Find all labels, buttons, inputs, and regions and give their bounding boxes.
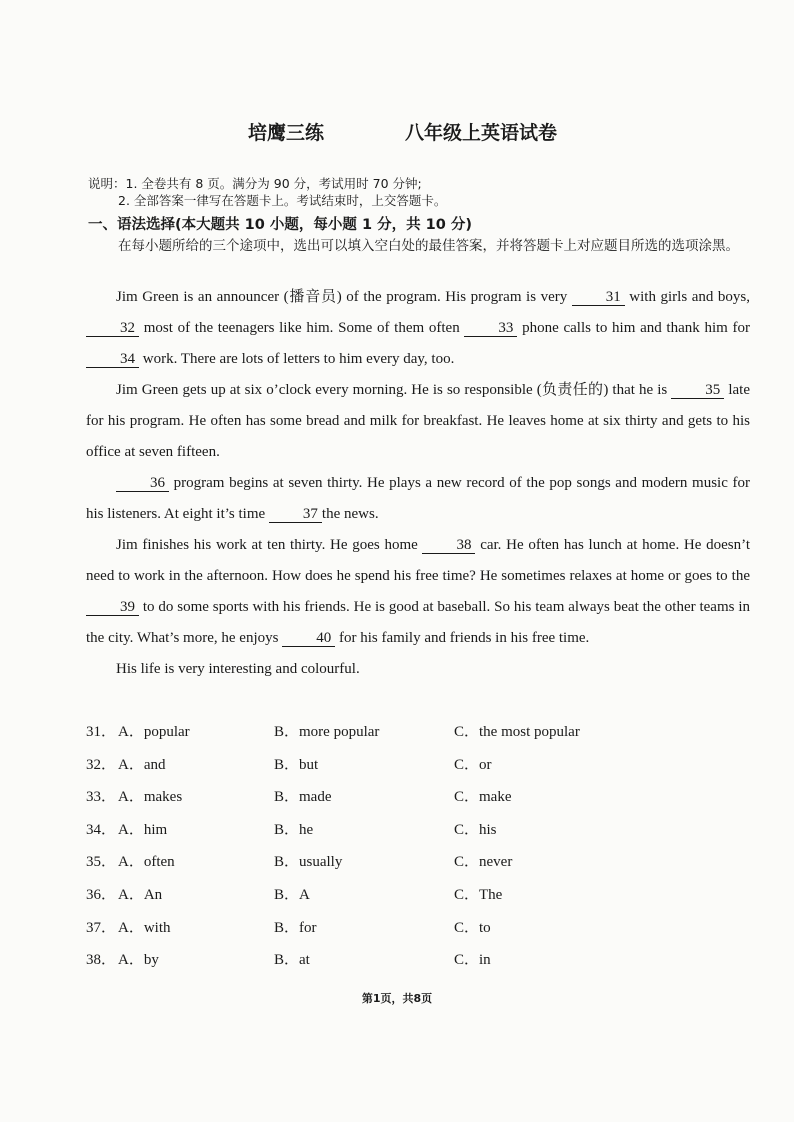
text-run: work. There are lots of letters to him every day, too.	[139, 351, 455, 367]
question-number: 31．	[86, 724, 117, 740]
question-row	[86, 814, 750, 847]
school-name: 培鹰三练	[248, 122, 325, 144]
question-number: 34．	[86, 821, 117, 838]
paragraph-5: His life is very interesting and colourful.	[116, 661, 360, 677]
blank-36: 36	[116, 475, 169, 492]
option-c: C．The	[454, 886, 503, 903]
paragraph-3	[86, 468, 750, 530]
question-row	[86, 944, 750, 977]
option-c: C．or	[454, 756, 492, 773]
text-run: for his family and friends in his free time.	[335, 630, 590, 646]
text-run: Jim Green gets up at six o’clock every morning. He is so responsible (负责任的) that he is	[116, 382, 672, 398]
paragraph-4	[86, 530, 750, 654]
question-row	[86, 912, 750, 945]
option-a: A．with	[118, 919, 171, 936]
question-number: 36．	[86, 886, 117, 903]
question-number: 32．	[86, 756, 117, 773]
question-row	[86, 716, 750, 749]
text-run: late for his program. He often has some bread and milk for breakfast. He leaves home at six thirty and gets to his office at seven fifteen.	[86, 382, 750, 460]
question-row	[86, 781, 750, 814]
text-run: phone calls to him and thank him for	[517, 320, 750, 336]
option-b: B．but	[274, 756, 319, 773]
blank-33: 33	[464, 320, 517, 337]
text-run: with girls and boys,	[624, 289, 750, 305]
option-c: C．never	[454, 854, 513, 871]
note-line-2: 2. 全部答案一律写在答题卡上。考试结束时，上交答题卡。	[118, 193, 447, 208]
blank-38: 38	[422, 537, 475, 554]
blank-31: 31	[572, 289, 625, 306]
option-a: A．by	[118, 952, 159, 969]
question-number: 38．	[86, 952, 117, 969]
option-c: C．make	[454, 789, 512, 806]
question-row	[86, 749, 750, 782]
option-b: B．made	[274, 789, 332, 806]
blank-39: 39	[86, 599, 139, 616]
option-b: B．more popular	[274, 724, 380, 740]
blank-32: 32	[86, 320, 139, 337]
option-b: B．at	[274, 952, 310, 969]
option-a: A．popular	[118, 724, 190, 740]
section-instruction: 在每小题所给的三个途项中，选出可以填入空白处的最佳答案，并将答题卡上对应题目所选的选项涂黑。	[118, 238, 739, 254]
text-run: most of the teenagers like him. Some of them often	[139, 320, 465, 336]
question-row	[86, 846, 750, 879]
blank-37: 37	[269, 506, 322, 523]
text-run: car. He often has lunch at home. He doesn’t need to work in the afternoon. How does he spend his free time? He sometimes relaxes at home or goes to the	[86, 537, 750, 584]
note-line-1: 说明：1. 全卷共有 8 页。满分为 90 分，考试用时 70 分钟;	[88, 176, 422, 191]
option-c: C．his	[454, 821, 497, 838]
blank-34: 34	[86, 351, 139, 368]
blank-35: 35	[671, 382, 724, 399]
text-run: Jim Green is an announcer (播音员) of the program. His program is very	[116, 289, 572, 305]
page-footer: 第1页，共8页	[361, 992, 433, 1005]
option-c: C．to	[454, 919, 491, 936]
question-number: 37．	[86, 919, 117, 936]
option-b: B．usually	[274, 854, 343, 871]
text-run: to do some sports with his friends. He is good at baseball. So his team always beat the other teams in the city. What’s more, he enjoys	[86, 599, 750, 646]
question-number: 35．	[86, 854, 117, 871]
paragraph-1	[86, 282, 750, 375]
option-a: A．and	[118, 756, 166, 773]
section-heading: 一、语法选择(本大题共 10 小题，每小题 1 分，共 10 分)	[88, 217, 472, 233]
option-b: B．A	[274, 886, 310, 903]
text-run: program begins at seven thirty. He plays a new record of the pop songs and modern music for his listeners. At eight it’s time	[86, 475, 750, 522]
blank-40: 40	[282, 630, 335, 647]
cloze-passage	[86, 282, 750, 685]
option-b: B．he	[274, 821, 314, 838]
question-row	[86, 879, 750, 912]
option-b: B．for	[274, 919, 317, 936]
option-a: A．often	[118, 854, 175, 871]
option-a: A．makes	[118, 789, 183, 806]
paragraph-2	[86, 375, 750, 468]
option-c: C．in	[454, 952, 491, 969]
option-c: C．the most popular	[454, 724, 580, 740]
text-run: the news.	[321, 506, 379, 522]
text-run: Jim finishes his work at ten thirty. He goes home	[116, 537, 423, 553]
answer-options	[86, 716, 750, 977]
question-number: 33．	[86, 789, 117, 806]
option-a: A．him	[118, 821, 168, 838]
exam-name: 八年级上英语试卷	[405, 122, 558, 144]
option-a: A．An	[118, 886, 163, 903]
